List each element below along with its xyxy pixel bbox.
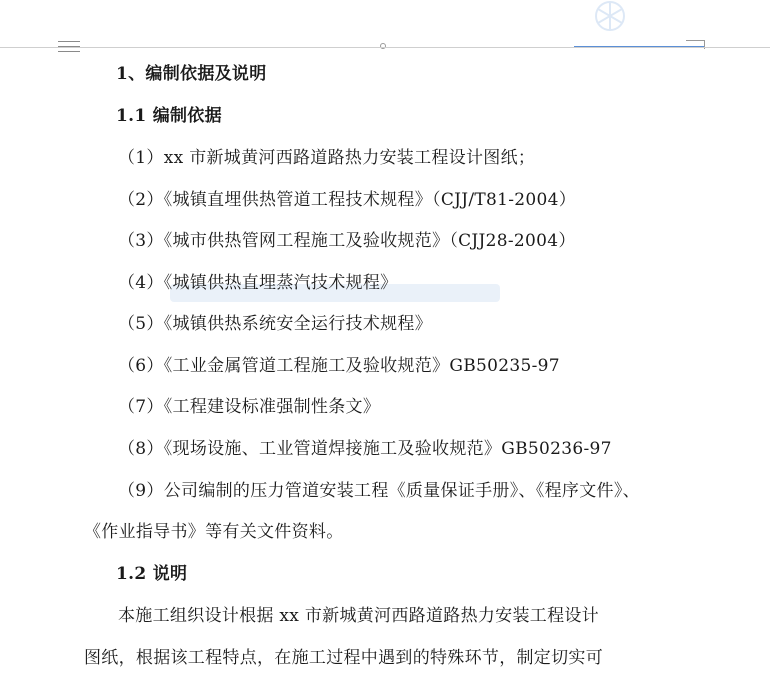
basis-item-4: （4）《城镇供热直埋蒸汽技术规程》 bbox=[118, 273, 398, 293]
header-rule bbox=[0, 47, 770, 48]
basis-item-5: （5）《城镇供热系统安全运行技术规程》 bbox=[118, 314, 433, 334]
description-line-2: 图纸，根据该工程特点，在施工过程中遇到的特殊环节，制定切实可 bbox=[84, 648, 603, 668]
cursor-dot-icon bbox=[380, 43, 386, 49]
description-line-1: 本施工组织设计根据 xx 市新城黄河西路道路热力安装工程设计 bbox=[118, 606, 599, 626]
heading-1-2: 1.2 说明 bbox=[116, 564, 188, 584]
basis-item-8: （8）《现场设施、工业管道焊接施工及验收规范》GB50236-97 bbox=[118, 439, 612, 459]
basis-item-9-continued: 《作业指导书》等有关文件资料。 bbox=[84, 522, 344, 542]
heading-1: 1、编制依据及说明 bbox=[116, 64, 267, 84]
basis-item-7: （7）《工程建设标准强制性条文》 bbox=[118, 397, 381, 417]
basis-item-1: （1）xx 市新城黄河西路道路热力安装工程设计图纸； bbox=[118, 148, 536, 168]
basis-item-9: （9）公司编制的压力管道安装工程《质量保证手册》、《程序文件》、 bbox=[118, 481, 640, 501]
heading-1-1: 1.1 编制依据 bbox=[116, 106, 222, 126]
basis-item-3: （3）《城市供热管网工程施工及验收规范》（CJJ28-2004） bbox=[118, 231, 576, 251]
basis-item-6: （6）《工业金属管道工程施工及验收规范》GB50235-97 bbox=[118, 356, 560, 376]
basis-item-2: （2）《城镇直埋供热管道工程技术规程》（CJJ/T81-2004） bbox=[118, 190, 577, 210]
snowflake-logo-icon bbox=[568, 0, 652, 36]
